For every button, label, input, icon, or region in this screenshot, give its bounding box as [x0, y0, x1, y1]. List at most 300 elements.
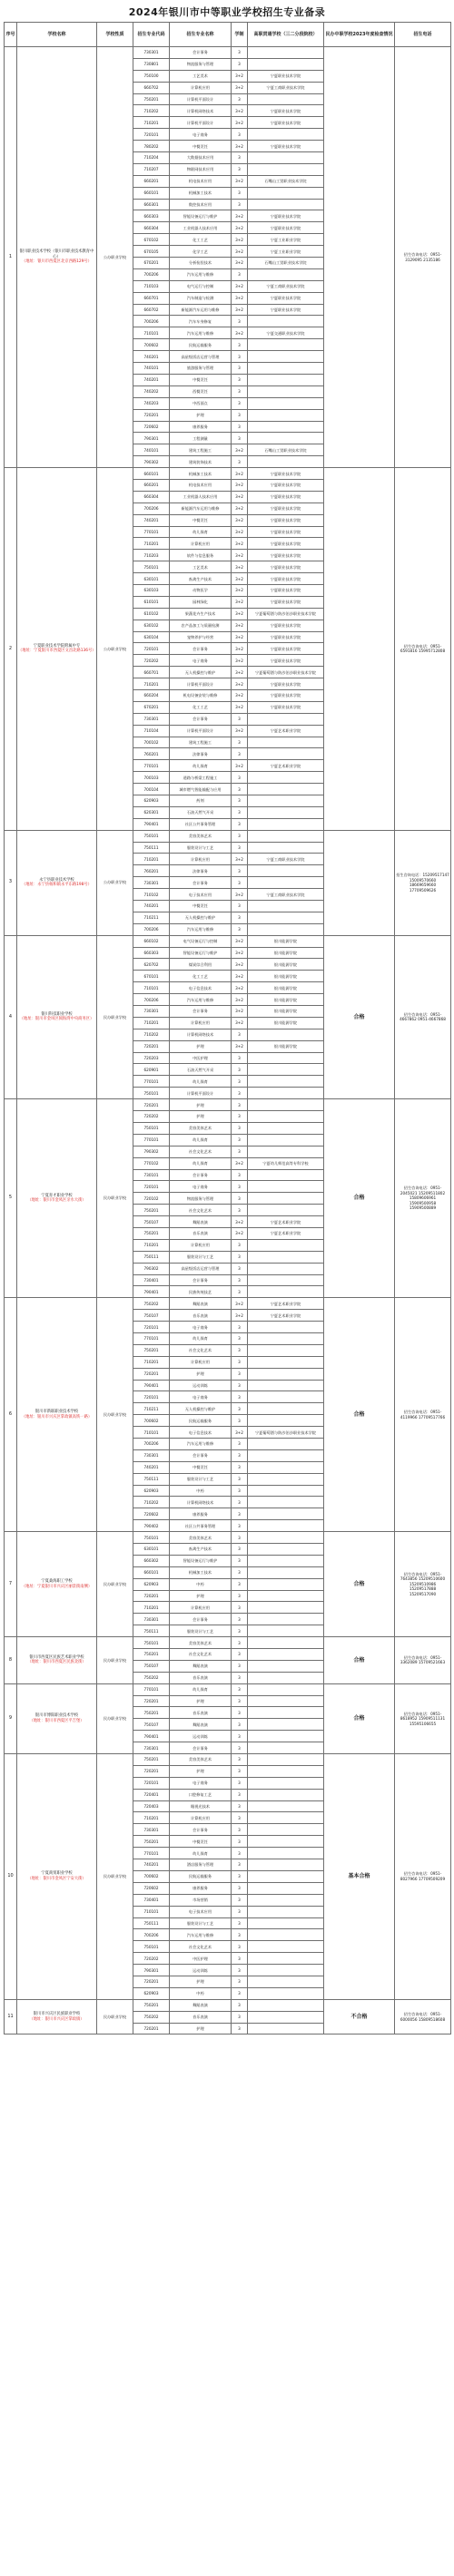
partner-college	[248, 772, 324, 784]
major-code: 750107	[133, 1660, 170, 1672]
school-name-cell	[17, 468, 97, 831]
partner-college	[248, 1555, 324, 1566]
major-code: 750111	[133, 1917, 170, 1929]
table-row	[5, 1099, 451, 1111]
partner-college	[248, 877, 324, 889]
term: 3	[232, 1403, 248, 1415]
term: 3	[232, 1438, 248, 1449]
major-name: 音乐表演	[170, 2011, 232, 2023]
school-name-cell	[17, 1637, 97, 1684]
major-name: 旅游服务与管理	[170, 363, 232, 375]
table-row	[5, 935, 451, 947]
header-row	[5, 23, 451, 47]
major-name: 音乐表演	[170, 1310, 232, 1322]
major-name: 幼儿保育	[170, 1683, 232, 1695]
major-name: 舞蹈表演	[170, 1999, 232, 2011]
term: 3	[232, 901, 248, 912]
partner-college	[248, 1625, 324, 1637]
term: 3	[232, 1122, 248, 1134]
major-name: 中餐烹饪	[170, 1461, 232, 1473]
major-code: 750107	[133, 1216, 170, 1228]
header-term: 学制	[232, 23, 248, 47]
major-name: 幼儿保育	[170, 1076, 232, 1088]
major-name: 电气设备运行与控制	[170, 935, 232, 947]
partner-college: 宁夏工商职业技术学院	[248, 889, 324, 901]
major-code: 710211	[133, 1403, 170, 1415]
major-code: 630102	[133, 620, 170, 631]
partner-college	[248, 1391, 324, 1403]
term: 3	[232, 1088, 248, 1099]
school-name-cell	[17, 1683, 97, 1753]
term: 3	[232, 1485, 248, 1497]
major-code: 700206	[133, 503, 170, 514]
major-name: 机电技术应用	[170, 175, 232, 187]
term: 3	[232, 47, 248, 59]
school-seq: 5	[5, 1099, 17, 1298]
term: 3	[232, 1111, 248, 1123]
school-type: 民办职业学校	[97, 1637, 133, 1684]
major-name: 会计事务	[170, 1614, 232, 1625]
major-name: 社会文化艺术	[170, 1941, 232, 1953]
enrollment-phone: 招生咨询电话：0951-8027966 17709509209	[395, 1754, 451, 2000]
major-code: 730301	[133, 1006, 170, 1018]
partner-college: 宁夏职业技术学院	[248, 514, 324, 526]
major-code: 660204	[133, 689, 170, 701]
school-name-cell	[17, 830, 97, 935]
partner-college: 宁夏工商职业技术学院	[248, 854, 324, 865]
term: 3+2	[232, 584, 248, 596]
major-name: 幼儿保育	[170, 1848, 232, 1859]
major-name: 新能源汽车运用与维修	[170, 304, 232, 316]
major-code: 720401	[133, 1789, 170, 1800]
partner-college	[248, 187, 324, 199]
major-name: 机电设备安装与维修	[170, 689, 232, 701]
major-code: 700206	[133, 316, 170, 327]
major-name: 服装设计与工艺	[170, 842, 232, 854]
partner-college: 宁夏职业技术学院	[248, 105, 324, 117]
term: 3	[232, 1848, 248, 1859]
partner-college	[248, 339, 324, 351]
partner-college	[248, 1754, 324, 1766]
major-code: 740202	[133, 385, 170, 397]
term: 3	[232, 1649, 248, 1661]
header-major-code: 招生专业代码	[133, 23, 170, 47]
major-code: 750202	[133, 1672, 170, 1683]
major-code: 730301	[133, 1449, 170, 1461]
major-code: 710201	[133, 1017, 170, 1029]
partner-college	[248, 1380, 324, 1391]
partner-college	[248, 1578, 324, 1590]
partner-college	[248, 1965, 324, 1976]
term: 3	[232, 339, 248, 351]
major-code: 720201	[133, 1368, 170, 1380]
term: 3	[232, 1824, 248, 1836]
partner-college	[248, 842, 324, 854]
school-name: 宁夏商贸职业学校	[41, 1871, 73, 1877]
major-name: 机械加工技术	[170, 468, 232, 480]
major-name: 中药	[170, 1987, 232, 1999]
school-type: 民办职业学校	[97, 1532, 133, 1637]
term: 3+2	[232, 608, 248, 620]
major-name: 软件与信息服务	[170, 550, 232, 561]
inspection-result: 合格	[324, 1099, 395, 1298]
term: 3+2	[232, 947, 248, 959]
major-code: 750201	[133, 1205, 170, 1216]
partner-college: 宁夏职业技术学院	[248, 292, 324, 304]
major-name: 汽车运用与维修	[170, 268, 232, 280]
major-code: 720201	[133, 1765, 170, 1777]
term: 3	[232, 1193, 248, 1205]
major-code: 740101	[133, 363, 170, 375]
partner-college	[248, 93, 324, 105]
major-code: 760201	[133, 865, 170, 877]
major-code: 720101	[133, 643, 170, 655]
term: 3+2	[232, 889, 248, 901]
partner-college: 宁夏职业技术学院	[248, 222, 324, 234]
major-name: 音乐表演	[170, 1707, 232, 1719]
term: 3+2	[232, 304, 248, 316]
partner-college	[248, 1660, 324, 1672]
partner-college: 银川能源学院	[248, 1040, 324, 1052]
major-code: 710102	[133, 889, 170, 901]
term: 3+2	[232, 234, 248, 246]
partner-college	[248, 421, 324, 433]
major-name: 口腔修复工艺	[170, 1789, 232, 1800]
inspection-result: 合格	[324, 1683, 395, 1753]
major-code: 660101	[133, 468, 170, 480]
major-code: 720203	[133, 1052, 170, 1064]
major-code: 740201	[133, 514, 170, 526]
major-code: 670201	[133, 701, 170, 713]
major-name: 幼儿保育	[170, 526, 232, 538]
major-name: 护理	[170, 1590, 232, 1602]
partner-college	[248, 385, 324, 397]
term: 3	[232, 456, 248, 468]
partner-college	[248, 129, 324, 141]
major-name: 无人机操控与维护	[170, 667, 232, 678]
term: 3	[232, 1929, 248, 1941]
major-name: 电子商务	[170, 129, 232, 141]
major-name: 舞蹈表演	[170, 1298, 232, 1310]
school-name: 银川市兴庆区民族职业学校	[33, 2012, 81, 2017]
major-name: 中药	[170, 1578, 232, 1590]
inspection-result	[324, 468, 395, 831]
major-code: 770101	[133, 526, 170, 538]
major-name: 护理	[170, 1111, 232, 1123]
term: 3+2	[232, 70, 248, 82]
term: 3	[232, 374, 248, 385]
term: 3+2	[232, 280, 248, 292]
major-name: 法律事务	[170, 748, 232, 760]
major-code: 710202	[133, 1029, 170, 1040]
major-code: 660201	[133, 479, 170, 491]
major-code: 710201	[133, 1356, 170, 1368]
partner-college: 宁夏艺术职业学院	[248, 1216, 324, 1228]
term: 3+2	[232, 503, 248, 514]
term: 3	[232, 385, 248, 397]
major-code: 750101	[133, 1532, 170, 1544]
term: 3	[232, 1532, 248, 1544]
major-code: 620903	[133, 1578, 170, 1590]
page-title: 2024年银川市中等职业学校招生专业备录	[128, 6, 326, 18]
term: 3+2	[232, 701, 248, 713]
partner-college: 宁夏职业技术学院	[248, 491, 324, 503]
major-name: 中医护理	[170, 1052, 232, 1064]
partner-college	[248, 1099, 324, 1111]
major-code: 730401	[133, 1274, 170, 1286]
term: 3	[232, 1029, 248, 1040]
major-code: 720602	[133, 1882, 170, 1894]
term: 3	[232, 1368, 248, 1380]
major-name: 护理	[170, 1099, 232, 1111]
table-row	[5, 468, 451, 480]
school-name-cell	[17, 1099, 97, 1298]
major-name: 计算机网络技术	[170, 1029, 232, 1040]
table-row	[5, 1754, 451, 1766]
term: 3	[232, 1965, 248, 1976]
partner-college	[248, 268, 324, 280]
school-address-note: （地址：银川市金凤区阅海湾中央商务区）	[19, 1017, 94, 1022]
major-name: 中餐烹饪	[170, 141, 232, 152]
school-name: 永宁县职业技术学校	[39, 877, 74, 883]
major-code: 750101	[133, 1637, 170, 1649]
term: 3	[232, 1415, 248, 1427]
partner-college	[248, 1731, 324, 1742]
major-code: 620903	[133, 795, 170, 807]
partner-college	[248, 58, 324, 70]
school-address-note: （地址：宁夏银川市兴庆区丽景街南侧）	[21, 1584, 93, 1589]
major-name: 美容美体艺术	[170, 830, 232, 842]
enrollment-phone: 招生咨询电话：0951-3362089 15709521663	[395, 1637, 451, 1684]
partner-college: 宁夏职业技术学院	[248, 631, 324, 643]
term: 3	[232, 1976, 248, 1987]
major-code: 790402	[133, 1520, 170, 1532]
term: 3+2	[232, 514, 248, 526]
major-code: 780202	[133, 141, 170, 152]
table-row	[5, 1532, 451, 1544]
inspection-result: 基本合格	[324, 1754, 395, 2000]
term: 3	[232, 1800, 248, 1812]
term: 3	[232, 1870, 248, 1882]
partner-college: 宁夏工商职业技术学院	[248, 82, 324, 93]
term: 3+2	[232, 971, 248, 982]
school-seq: 1	[5, 47, 17, 468]
major-name: 计算机网络技术	[170, 105, 232, 117]
major-name: 护理	[170, 1695, 232, 1707]
major-code: 700206	[133, 1929, 170, 1941]
term: 3	[232, 433, 248, 444]
major-code: 710201	[133, 1239, 170, 1251]
term: 3	[232, 1520, 248, 1532]
major-name: 化学工艺	[170, 246, 232, 258]
term: 3	[232, 1169, 248, 1181]
major-code: 790302	[133, 1263, 170, 1274]
major-name: 西餐烹饪	[170, 385, 232, 397]
partner-college: 宁夏职业技术学院	[248, 689, 324, 701]
term: 3	[232, 1672, 248, 1683]
partner-college: 银川能源学院	[248, 1006, 324, 1018]
major-name: 社区公共事务管理	[170, 818, 232, 830]
major-code: 620903	[133, 1987, 170, 1999]
term: 3	[232, 1941, 248, 1953]
major-code: 630101	[133, 573, 170, 585]
table-row	[5, 830, 451, 842]
partner-college	[248, 865, 324, 877]
major-name: 计算机平面设计	[170, 1088, 232, 1099]
major-name: 幼儿保育	[170, 1157, 232, 1169]
major-code: 620903	[133, 1485, 170, 1497]
table-row	[5, 1298, 451, 1310]
header-school-type: 学校性质	[97, 23, 133, 47]
major-code: 750201	[133, 1754, 170, 1766]
term: 3	[232, 1836, 248, 1848]
partner-college	[248, 1929, 324, 1941]
partner-college: 宁夏葡萄酒与防沙治沙职业技术学院	[248, 1427, 324, 1439]
major-name: 汽车运用与维修	[170, 994, 232, 1006]
major-code: 720201	[133, 1590, 170, 1602]
major-code: 770101	[133, 1134, 170, 1146]
school-address-note: （地址：宁夏银川市西夏区文昌北路136号）	[18, 649, 96, 654]
partner-college	[248, 1508, 324, 1520]
major-name: 运动训练	[170, 1965, 232, 1976]
major-code: 790301	[133, 433, 170, 444]
major-code: 720101	[133, 1777, 170, 1789]
partner-college	[248, 433, 324, 444]
major-name: 会计事务	[170, 1824, 232, 1836]
major-code: 710104	[133, 725, 170, 737]
major-name: 民航运输服务	[170, 1870, 232, 1882]
partner-college: 宁夏职业技术学院	[248, 596, 324, 608]
major-code: 750107	[133, 1310, 170, 1322]
school-type: 公办职业学校	[97, 468, 133, 831]
major-name: 药剂	[170, 795, 232, 807]
term: 3	[232, 1660, 248, 1672]
major-name: 计算机应用	[170, 538, 232, 550]
major-name: 电子信息技术	[170, 982, 232, 994]
major-name: 建筑工程施工	[170, 737, 232, 748]
term: 3+2	[232, 678, 248, 690]
term: 3	[232, 351, 248, 363]
major-code: 750201	[133, 1649, 170, 1661]
major-name: 中西面点	[170, 397, 232, 409]
major-name: 计算机平面设计	[170, 725, 232, 737]
partner-college	[248, 1029, 324, 1040]
partner-college	[248, 1707, 324, 1719]
term: 3+2	[232, 538, 248, 550]
partner-college	[248, 1906, 324, 1917]
table-row	[5, 1637, 451, 1649]
term: 3	[232, 1322, 248, 1333]
partner-college	[248, 1485, 324, 1497]
major-name: 中餐烹饪	[170, 374, 232, 385]
term: 3+2	[232, 631, 248, 643]
major-name: 会计事务	[170, 713, 232, 725]
partner-college	[248, 409, 324, 421]
partner-college: 宁夏职业技术学院	[248, 678, 324, 690]
major-code: 710201	[133, 678, 170, 690]
major-code: 700103	[133, 772, 170, 784]
major-name: 幼儿保育	[170, 760, 232, 772]
school-seq: 4	[5, 935, 17, 1098]
partner-college	[248, 1134, 324, 1146]
partner-college	[248, 1263, 324, 1274]
inspection-result: 合格	[324, 935, 395, 1098]
school-name: 宁夏职业技术学院附属中专	[33, 643, 81, 649]
term: 3+2	[232, 725, 248, 737]
major-name: 汽车运用与维修	[170, 923, 232, 935]
major-name: 舞蹈表演	[170, 1660, 232, 1672]
term: 3	[232, 1999, 248, 2011]
major-name: 中医护理	[170, 1953, 232, 1965]
major-code: 620702	[133, 959, 170, 971]
major-name: 电子商务	[170, 1777, 232, 1789]
major-name: 民航运输服务	[170, 1415, 232, 1427]
term: 3	[232, 1473, 248, 1485]
major-name: 服装设计与工艺	[170, 1251, 232, 1263]
partner-college	[248, 1520, 324, 1532]
major-code: 730301	[133, 47, 170, 59]
term: 3+2	[232, 596, 248, 608]
term: 3+2	[232, 1427, 248, 1439]
major-name: 畜禽生产技术	[170, 1544, 232, 1556]
major-name: 会计事务	[170, 1274, 232, 1286]
major-code: 660304	[133, 491, 170, 503]
major-name: 计算机应用	[170, 1602, 232, 1614]
partner-college	[248, 1894, 324, 1906]
term: 3+2	[232, 935, 248, 947]
partner-college	[248, 1836, 324, 1848]
term: 3+2	[232, 1310, 248, 1322]
term: 3	[232, 1742, 248, 1754]
term: 3+2	[232, 292, 248, 304]
major-name: 电子商务	[170, 1181, 232, 1193]
partner-college: 宁夏职业技术学院	[248, 468, 324, 480]
partner-college	[248, 1812, 324, 1824]
term: 3+2	[232, 620, 248, 631]
major-code: 720101	[133, 1391, 170, 1403]
term: 3	[232, 1461, 248, 1473]
partner-college	[248, 1637, 324, 1649]
partner-college: 宁夏艺术职业学院	[248, 1227, 324, 1239]
term: 3	[232, 784, 248, 795]
major-code: 670102	[133, 234, 170, 246]
major-name: 电子商务	[170, 1391, 232, 1403]
partner-college	[248, 1274, 324, 1286]
major-name: 智能设备运行与维护	[170, 1555, 232, 1566]
term: 3	[232, 1882, 248, 1894]
major-name: 美容美体艺术	[170, 1532, 232, 1544]
major-code: 730301	[133, 713, 170, 725]
major-code: 750100	[133, 70, 170, 82]
major-name: 无人机操控与维护	[170, 1403, 232, 1415]
school-address-note: （地址：永宁县杨和镇永平东路198号）	[22, 883, 92, 888]
partner-college	[248, 1614, 324, 1625]
partner-college: 宁夏职业技术学院	[248, 479, 324, 491]
partner-college: 宁夏职业技术学院	[248, 503, 324, 514]
major-name: 美容美体艺术	[170, 1754, 232, 1766]
school-seq: 9	[5, 1683, 17, 1753]
major-name: 市场营销	[170, 1894, 232, 1906]
term: 3	[232, 1356, 248, 1368]
major-name: 汽车运用与维修	[170, 1438, 232, 1449]
major-code: 670201	[133, 258, 170, 269]
school-name-cell	[17, 1532, 97, 1637]
partner-college: 银川能源学院	[248, 1017, 324, 1029]
major-name: 道路与桥梁工程施工	[170, 772, 232, 784]
school-seq: 8	[5, 1637, 17, 1684]
partner-college: 银川能源学院	[248, 971, 324, 982]
term: 3+2	[232, 105, 248, 117]
